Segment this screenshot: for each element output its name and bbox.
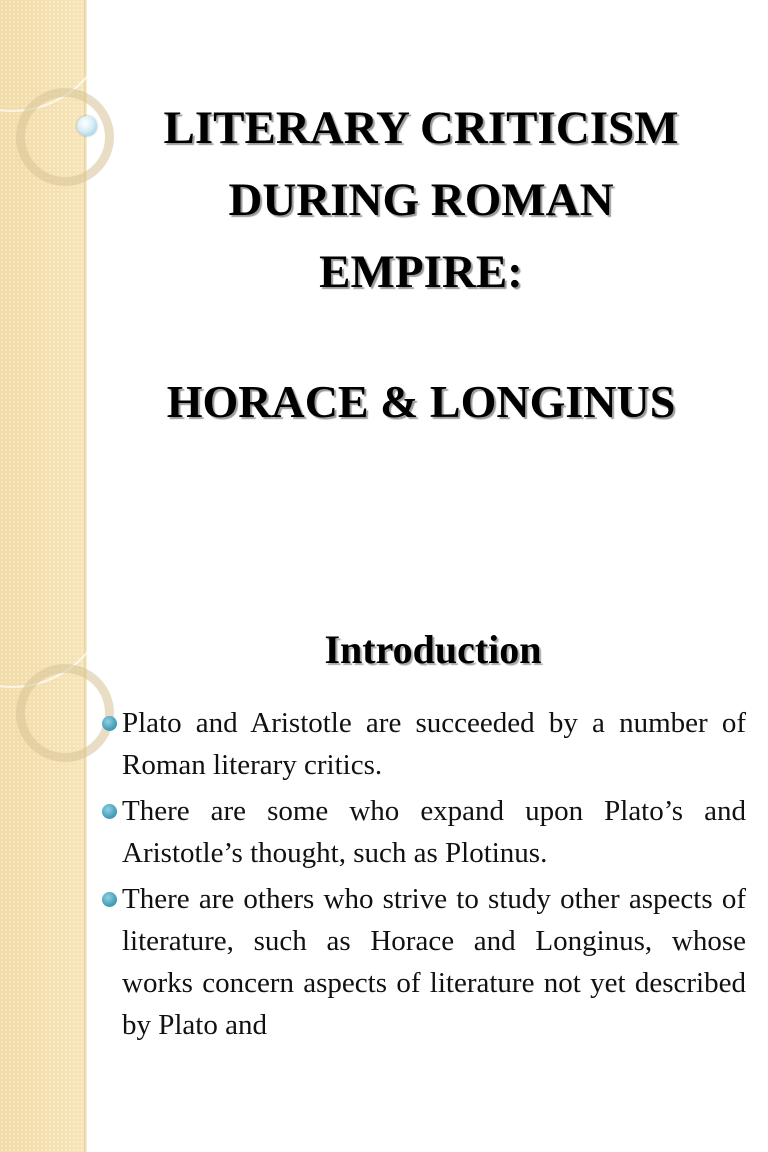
bullet-dot-icon <box>102 716 117 731</box>
bullet-item <box>100 878 746 1046</box>
intro-slide <box>0 576 768 1152</box>
section-heading: Introduction <box>324 627 542 672</box>
band-edge <box>84 0 87 576</box>
bullet-list <box>100 702 746 1050</box>
title-line: EMPIRE: <box>319 246 523 298</box>
band-edge <box>84 576 87 1152</box>
bullet-text: There are others who strive to study other aspects of literature, such as Horace and Longinus, whose works concern aspects of literature not yet described by Plato and <box>122 883 746 1041</box>
slide-subtitle: HORACE & LONGINUS <box>166 376 676 427</box>
bullet-text: Plato and Aristotle are succeeded by a number of Roman literary critics. <box>122 707 746 781</box>
title-line: DURING ROMAN <box>228 174 614 226</box>
decorative-bubble-icon <box>77 116 97 136</box>
title-line: LITERARY CRITICISM <box>163 102 679 154</box>
bullet-dot-icon <box>102 892 117 907</box>
bullet-item <box>100 790 746 874</box>
bullet-text: There are some who expand upon Plato’s and Aristotle’s thought, such as Plotinus. <box>122 795 746 869</box>
bullet-item <box>100 702 746 786</box>
bullet-dot-icon <box>102 804 117 819</box>
slide-title <box>96 92 746 308</box>
